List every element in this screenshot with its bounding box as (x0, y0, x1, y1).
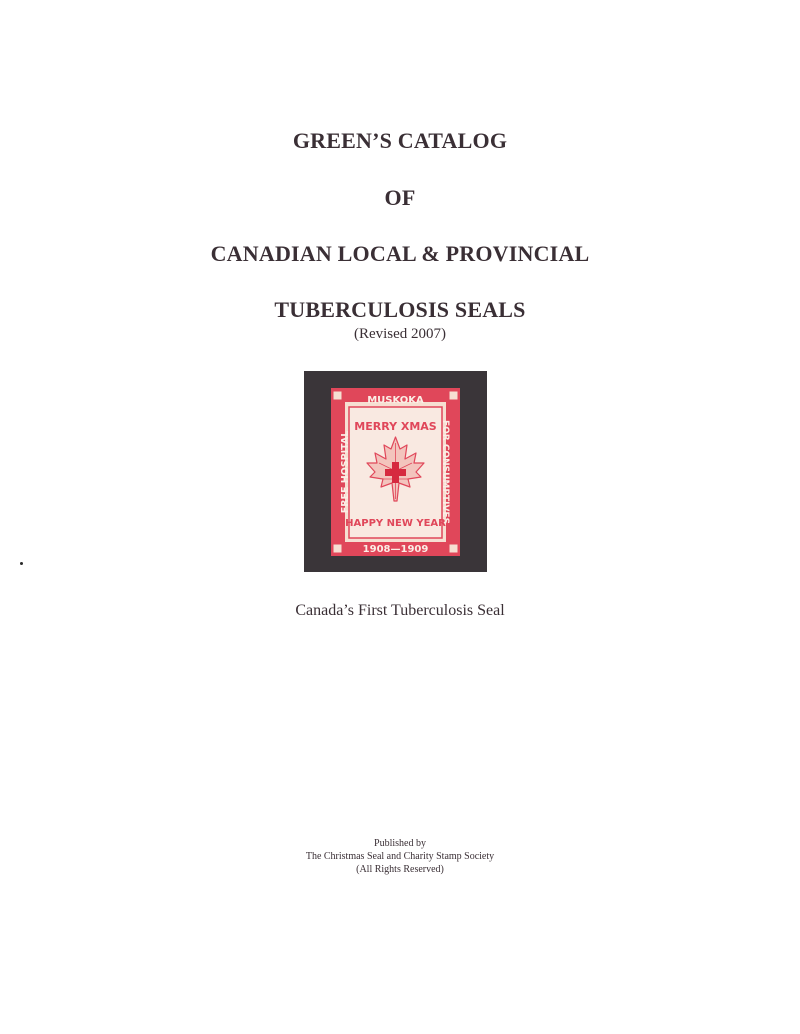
seal-right-text: FOR CONSUMPTIVES (440, 419, 450, 525)
seal-top-text: MUSKOKA (367, 395, 424, 406)
seal-image-frame (304, 371, 487, 572)
title-line-of: OF (384, 185, 416, 210)
title-line-seals: TUBERCULOSIS SEALS (274, 297, 526, 322)
title-line-canadian: CANADIAN LOCAL & PROVINCIAL (210, 241, 590, 266)
seal-years-text: 1908—1909 (362, 544, 429, 555)
publisher-line-rights: (All Rights Reserved) (356, 864, 444, 875)
seal-corner-ornament (449, 544, 458, 553)
scan-speck (20, 562, 23, 565)
publisher-block (0, 837, 800, 876)
seal-corner-ornament (333, 544, 342, 553)
seal-left-text: FREE HOSPITAL (340, 430, 351, 514)
seal-greeting-top: MERRY XMAS (354, 420, 437, 433)
publisher-line-society: The Christmas Seal and Charity Stamp Society (305, 851, 495, 862)
muskoka-seal-image (304, 371, 487, 572)
title-line-catalog: GREEN’S CATALOG (292, 128, 508, 153)
revised-note: (Revised 2007) (353, 326, 447, 342)
seal-caption: Canada’s First Tuberculosis Seal (295, 602, 505, 619)
publisher-line-published-by: Published by (374, 838, 426, 849)
seal-corner-ornament (449, 391, 458, 400)
seal-corner-ornament (333, 391, 342, 400)
seal-greeting-bottom: HAPPY NEW YEAR (345, 518, 446, 529)
